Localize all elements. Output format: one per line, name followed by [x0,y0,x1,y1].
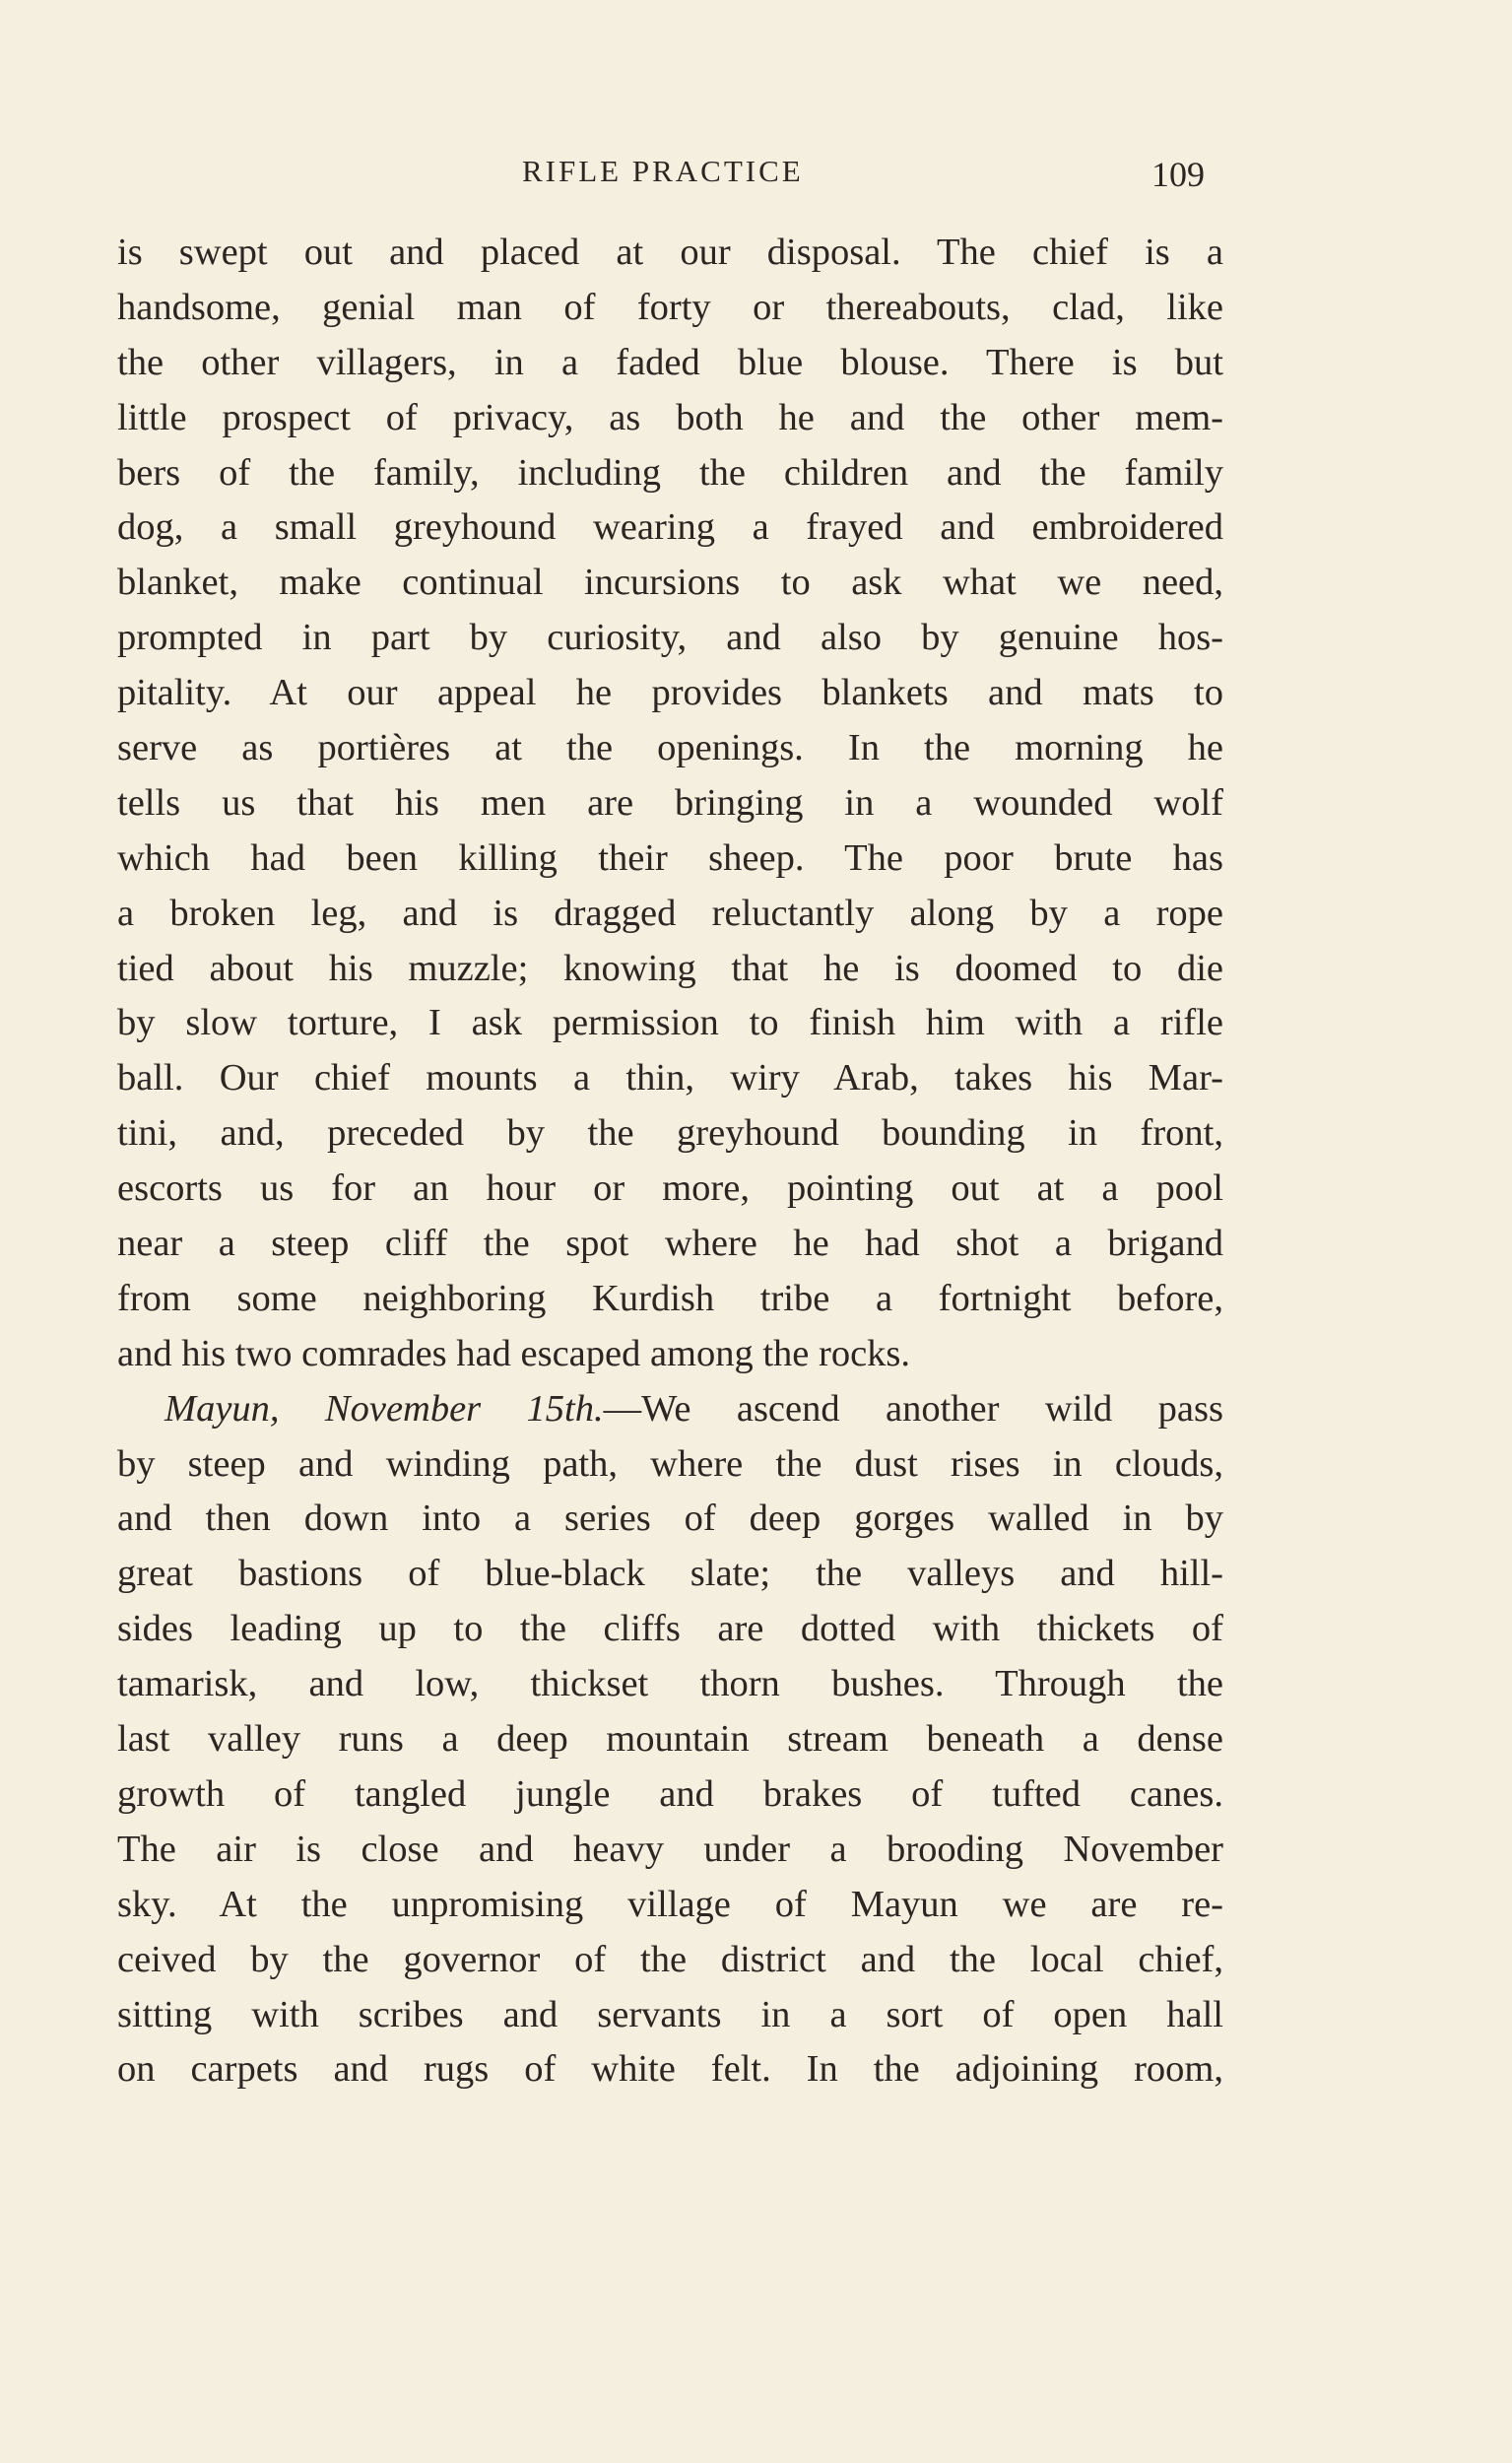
text-line: near a steep cliff the spot where he had shot a brigand [117,1223,1223,1265]
text-line: a broken leg, and is dragged reluctantly along by a rope [117,892,1223,934]
text-line: little prospect of privacy, as both he and the other mem- [117,396,1223,438]
text-line: great bastions of blue-black slate; the valleys and hill- [117,1553,1223,1595]
text-line: ball. Our chief mounts a thin, wiry Arab, takes his Mar- [117,1057,1223,1099]
text-line: tamarisk, and low, thickset thorn bushes. Through the [117,1663,1223,1705]
text-line: ceived by the governor of the district and the local chief, [117,1938,1223,1980]
text-line: tini, and, preceded by the greyhound bounding in front, [117,1112,1223,1155]
text-line: bers of the family, including the children and the family [117,451,1223,494]
dated-entry-heading: Mayun, November 15th. [164,1387,604,1430]
text-line: tells us that his men are bringing in a wounded wolf [117,781,1223,824]
text-line: prompted in part by curiosity, and also by genuine hos- [117,617,1223,659]
page-number: 109 [1151,155,1205,194]
paragraph-end-line: and his two comrades had escaped among the rocks. [117,1332,911,1374]
body-text [117,226,1223,2097]
text-line: blanket, make continual incursions to ask what we need, [117,562,1223,604]
text-line: sky. At the unpromising village of Mayun we are re- [117,1883,1223,1925]
text-line: sides leading up to the cliffs are dotted with thickets of [117,1608,1223,1650]
text-line: sitting with scribes and servants in a sort of open hall [117,1993,1223,2035]
text-line: by steep and winding path, where the dust rises in clouds, [117,1442,1223,1485]
dated-entry-text: —We ascend another wild pass [603,1387,1223,1430]
text-line: on carpets and rugs of white felt. In the adjoining room, [117,2048,1223,2091]
text-line: pitality. At our appeal he provides blankets and mats to [117,672,1223,714]
text-line: from some neighboring Kurdish tribe a fortnight before, [117,1277,1223,1319]
text-line: which had been killing their sheep. The poor brute has [117,836,1223,879]
running-title: RIFLE PRACTICE [522,154,804,188]
text-line: the other villagers, in a faded blue blouse. There is but [117,341,1223,383]
text-line: serve as portières at the openings. In the morning he [117,727,1223,769]
dated-entry-line [117,1382,1223,1437]
text-line: tied about his muzzle; knowing that he is doomed to die [117,947,1223,989]
text-line: growth of tangled jungle and brakes of tufted canes. [117,1772,1223,1815]
text-line: by slow torture, I ask permission to finish him with a rifle [117,1002,1223,1044]
text-line: The air is close and heavy under a brooding November [117,1828,1223,1870]
text-line: handsome, genial man of forty or thereabouts, clad, like [117,286,1223,328]
text-line: escorts us for an hour or more, pointing out at a pool [117,1167,1223,1210]
text-line: and then down into a series of deep gorges walled in by [117,1498,1223,1540]
text-line: last valley runs a deep mountain stream beneath a dense [117,1718,1223,1761]
text-line: dog, a small greyhound wearing a frayed and embroidered [117,506,1223,549]
text-line: is swept out and placed at our disposal. The chief is a [117,232,1223,273]
running-head [0,150,1512,199]
